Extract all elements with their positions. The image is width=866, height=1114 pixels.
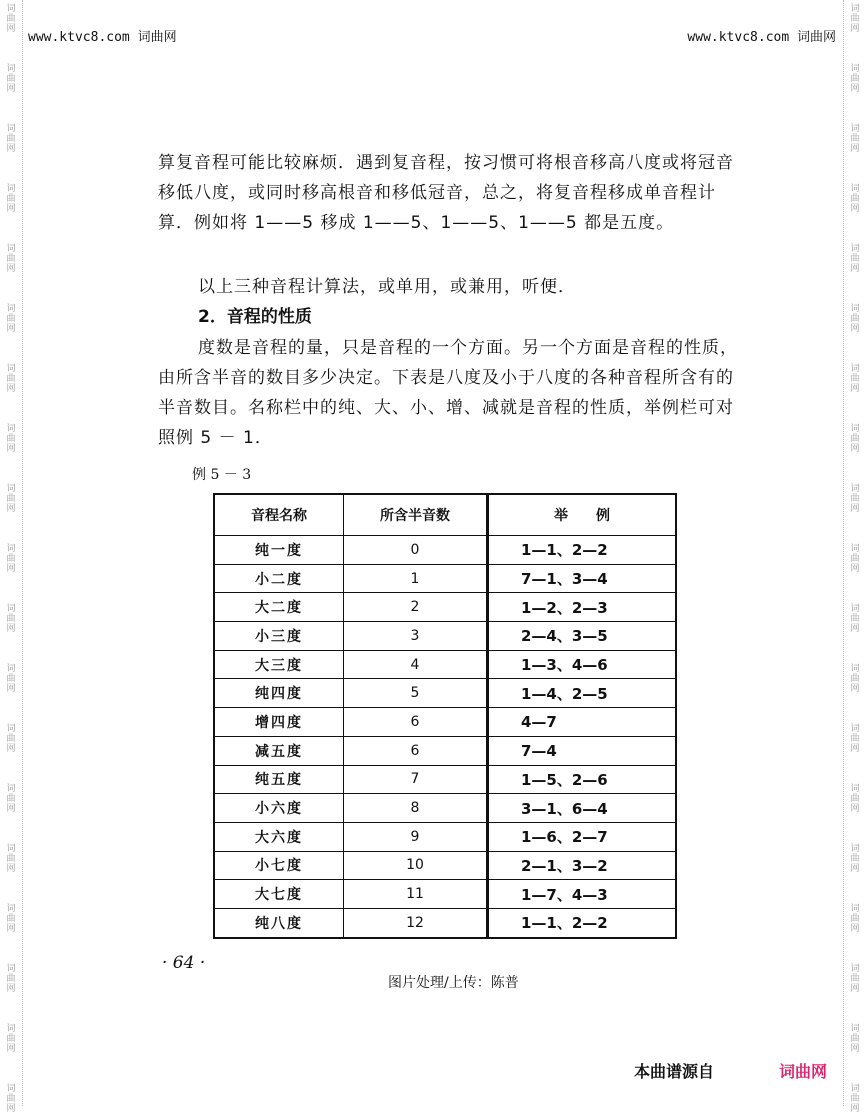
interval-name: 纯四度 [214,679,344,708]
side-watermark: 词曲网 [850,304,860,334]
interval-name: 纯八度 [214,908,344,937]
side-watermark: 词曲网 [850,964,860,994]
paragraph-methods: 以上三种音程计算法，或单用，或兼用，听便． [198,277,576,297]
semitone-count: 10 [344,851,488,880]
side-watermark: 词曲网 [6,484,16,514]
side-watermark: 词曲网 [850,4,860,34]
table-row [214,736,676,765]
page-number: · 64 · [162,953,206,973]
interval-name: 大二度 [214,593,344,622]
side-watermark: 词曲网 [850,784,860,814]
left-watermark-strip [0,0,23,1114]
side-watermark: 词曲网 [6,904,16,934]
interval-name: 大三度 [214,650,344,679]
example-label: 例 5 － 3 [192,467,252,483]
interval-example: 1—7、4—3 [488,880,677,909]
interval-name: 纯一度 [214,536,344,565]
side-watermark: 词曲网 [850,364,860,394]
header-interval-name: 音程名称 [214,494,344,536]
table-row [214,650,676,679]
table-header-row [214,494,676,536]
side-watermark: 词曲网 [850,664,860,694]
side-watermark: 词曲网 [6,784,16,814]
header-example: 举 例 [488,494,677,536]
semitone-count: 9 [344,822,488,851]
side-watermark: 词曲网 [850,604,860,634]
semitone-count: 3 [344,622,488,651]
interval-example: 1—2、2—3 [488,593,677,622]
semitone-count: 4 [344,650,488,679]
side-watermark: 词曲网 [850,244,860,274]
paragraph-interval-quality: 度数是音程的量，只是音程的一个方面。另一个方面是音程的性质，由所含半音的数目多少决定。下表是八度及小于八度的各种音程所含有的半音数目。名称栏中的纯、大、小、增、减就是音程的性质，举例栏可对照例 5 － 1． [158,338,738,448]
interval-example: 2—1、3—2 [488,851,677,880]
semitone-count: 12 [344,908,488,937]
side-watermark: 词曲网 [850,844,860,874]
interval-example: 2—4、3—5 [488,622,677,651]
interval-example: 1—4、2—5 [488,679,677,708]
table-row [214,822,676,851]
side-watermark: 词曲网 [6,1084,16,1114]
semitone-count: 2 [344,593,488,622]
interval-name: 小七度 [214,851,344,880]
side-watermark: 词曲网 [850,184,860,214]
side-watermark: 词曲网 [6,4,16,34]
side-watermark: 词曲网 [6,664,16,694]
table-row [214,708,676,737]
side-watermark: 词曲网 [6,244,16,274]
interval-example: 1—1、2—2 [488,536,677,565]
table-row [214,765,676,794]
semitone-count: 5 [344,679,488,708]
interval-example: 1—1、2—2 [488,908,677,937]
side-watermark: 词曲网 [6,544,16,574]
interval-name: 纯五度 [214,765,344,794]
table-row [214,794,676,823]
side-watermark: 词曲网 [6,124,16,154]
interval-example: 3—1、6—4 [488,794,677,823]
side-watermark: 词曲网 [6,604,16,634]
side-watermark: 词曲网 [850,724,860,754]
interval-name: 增四度 [214,708,344,737]
table-row [214,564,676,593]
paragraph-compound-interval: 算复音程可能比较麻烦．遇到复音程，按习惯可将根音移高八度或将冠音移低八度，或同时移高根音和移低冠音，总之，将复音程移成单音程计算．例如将 1——5 移成 1——5、1——5、1——5 都是五度。 [158,153,734,233]
interval-example: 7—1、3—4 [488,564,677,593]
side-watermark: 词曲网 [850,544,860,574]
side-watermark: 词曲网 [850,484,860,514]
header-url-right: www.ktvc8.com 词曲网 [687,30,836,45]
semitone-count: 6 [344,708,488,737]
footer-brand: 词曲网 [779,1062,828,1081]
interval-name: 大七度 [214,880,344,909]
interval-table [213,493,677,939]
semitone-count: 11 [344,880,488,909]
table-row [214,622,676,651]
side-watermark: 词曲网 [6,64,16,94]
side-watermark: 词曲网 [6,964,16,994]
side-watermark: 词曲网 [850,64,860,94]
interval-name: 大六度 [214,822,344,851]
header-semitone-count: 所含半音数 [344,494,488,536]
section-heading: 2．音程的性质 [198,307,312,327]
side-watermark: 词曲网 [850,904,860,934]
side-watermark: 词曲网 [6,364,16,394]
side-watermark: 词曲网 [6,304,16,334]
table-row [214,908,676,937]
side-watermark: 词曲网 [6,724,16,754]
semitone-count: 7 [344,765,488,794]
interval-name: 小二度 [214,564,344,593]
side-watermark: 词曲网 [850,1024,860,1054]
semitone-count: 6 [344,736,488,765]
interval-name: 小六度 [214,794,344,823]
side-watermark: 词曲网 [6,1024,16,1054]
side-watermark: 词曲网 [850,124,860,154]
interval-name: 减五度 [214,736,344,765]
header-url-left: www.ktvc8.com 词曲网 [28,30,177,45]
side-watermark: 词曲网 [6,844,16,874]
side-watermark: 词曲网 [850,424,860,454]
side-watermark: 词曲网 [850,1084,860,1114]
side-watermark: 词曲网 [6,184,16,214]
table-row [214,851,676,880]
interval-name: 小三度 [214,622,344,651]
footer-source-text: 本曲谱源自 [634,1062,715,1081]
interval-example: 4—7 [488,708,677,737]
interval-example: 1—3、4—6 [488,650,677,679]
table-row [214,536,676,565]
semitone-count: 8 [344,794,488,823]
interval-example: 1—6、2—7 [488,822,677,851]
right-watermark-strip [843,0,866,1114]
semitone-count: 0 [344,536,488,565]
upload-credit: 图片处理/上传：陈普 [388,975,519,991]
interval-example: 1—5、2—6 [488,765,677,794]
semitone-count: 1 [344,564,488,593]
table-row [214,593,676,622]
interval-example: 7—4 [488,736,677,765]
table-row [214,880,676,909]
side-watermark: 词曲网 [6,424,16,454]
table-row [214,679,676,708]
